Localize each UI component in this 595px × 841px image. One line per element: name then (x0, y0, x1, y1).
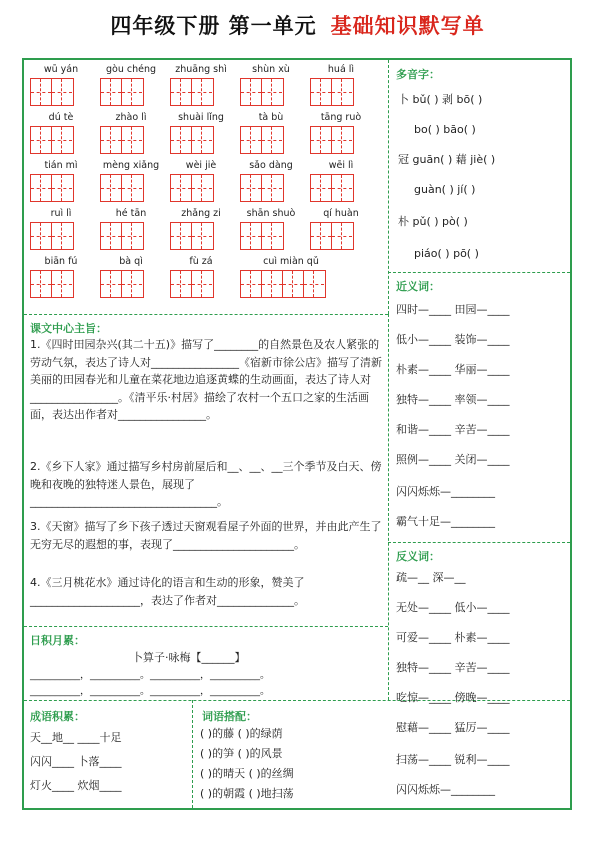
duoyin-line-6: piáo( ) pō( ) (414, 247, 479, 260)
pinyin-label: zhǎng zi (181, 208, 221, 219)
writing-cell[interactable] (304, 271, 324, 297)
pinyin-label: biān fú (44, 256, 78, 267)
chengyu-heading: 成语积累： (30, 710, 85, 723)
chengyu-line-1: 天__地__ ____十足 (30, 731, 122, 744)
pinyin-label: huá lì (327, 64, 355, 75)
title-main: 四年级下册 第一单元 (110, 14, 317, 38)
fanyi-line-7: 扫荡—____ 锐利—____ (396, 753, 510, 766)
pinyin-label: cuì miàn qǔ (263, 256, 319, 267)
fanyi-line-6: 慰藉—____ 猛厉—____ (396, 721, 510, 734)
riji-poem-title: 卜算子·咏梅【______】 (132, 651, 246, 664)
ciyu-line-4: ( )的朝霞 ( )地扫荡 (200, 787, 294, 800)
writing-cell[interactable] (52, 271, 72, 297)
writing-cell[interactable] (101, 79, 121, 105)
jinyi-line-4: 独特—____ 率领—____ (396, 393, 510, 406)
writing-cell[interactable] (101, 271, 121, 297)
writing-box (30, 270, 74, 298)
writing-cell[interactable] (122, 79, 142, 105)
duoyin-line-5: 朴 pǔ( ) pò( ) (398, 215, 468, 228)
writing-cell[interactable] (101, 127, 121, 153)
writing-cell[interactable] (31, 223, 51, 249)
writing-cell[interactable] (241, 127, 261, 153)
writing-cell[interactable] (122, 127, 142, 153)
pinyin-label: bà qì (119, 256, 143, 267)
bottom-column-divider (192, 700, 193, 808)
pinyin-label: mèng xiǎng (102, 160, 160, 171)
writing-cell[interactable] (52, 223, 72, 249)
kewen-para-3: 3.《天窗》描写了乡下孩子透过天窗观看屋子外面的世界，并由此产生了无穷无尽的遐想的事，表现了______________________。 (30, 520, 382, 551)
jinyi-line-1: 四时—____ 田园—____ (396, 303, 510, 316)
jinyi-line-2: 低小—____ 装饰—____ (396, 333, 510, 346)
writing-box (170, 126, 214, 154)
pinyin-label: shuài lǐng (178, 112, 224, 123)
pinyin-label: tián mì (44, 160, 78, 171)
title-highlight: 基础知识默写单 (330, 14, 485, 38)
writing-cell[interactable] (241, 175, 261, 201)
writing-box (240, 270, 326, 298)
duoyin-line-4: guàn( ) jí( ) (414, 183, 476, 196)
writing-cell[interactable] (122, 271, 142, 297)
writing-cell[interactable] (332, 175, 352, 201)
riji-heading: 日积月累： (30, 634, 85, 647)
riji-poem-line-2: __________，__________。__________，__________。 (30, 686, 270, 697)
writing-cell[interactable] (192, 79, 212, 105)
kewen-para-4: 4.《三月桃花水》通过诗化的语言和生动的形象，赞美了____________________，表达了作者对______________。 (30, 576, 305, 607)
duoyin-line-1: 卜 bǔ( ) 剥 bō( ) (398, 93, 483, 106)
chengyu-line-3: 灯火____ 炊烟____ (30, 779, 122, 792)
pinyin-label: fù zá (189, 256, 213, 267)
writing-box (240, 78, 284, 106)
page-title (0, 10, 595, 40)
writing-cell[interactable] (31, 271, 51, 297)
writing-cell[interactable] (332, 79, 352, 105)
pinyin-label: shùn xù (252, 64, 290, 75)
writing-cell[interactable] (241, 79, 261, 105)
writing-cell[interactable] (171, 271, 191, 297)
writing-box (170, 270, 214, 298)
writing-box (30, 78, 74, 106)
writing-cell[interactable] (311, 223, 331, 249)
writing-box (240, 174, 284, 202)
pinyin-label: tāng ruò (320, 112, 362, 123)
pinyin-section-divider (24, 314, 388, 315)
right-jinyi-divider (388, 542, 570, 543)
column-divider-lower (388, 314, 389, 700)
pinyin-label: sǎo dàng (249, 160, 293, 171)
writing-cell[interactable] (262, 223, 282, 249)
writing-cell[interactable] (311, 79, 331, 105)
jinyi-line-5: 和谐—____ 辛苦—____ (396, 423, 510, 436)
right-duoyin-divider (388, 272, 570, 273)
writing-cell[interactable] (171, 127, 191, 153)
writing-cell[interactable] (31, 175, 51, 201)
pinyin-label: wēi lì (328, 160, 354, 171)
fanyi-line-1: 疏—__ 深—__ (396, 571, 466, 584)
jinyi-line-7: 闪闪烁烁—________ (396, 485, 495, 498)
fanyi-line-3: 可爱—____ 朴素—____ (396, 631, 510, 644)
ciyu-line-2: ( )的笋 ( )的风景 (200, 747, 283, 760)
writing-cell[interactable] (101, 175, 121, 201)
fanyi-line-8: 闪闪烁烁—________ (396, 783, 495, 796)
pinyin-label: hé tān (115, 208, 147, 219)
pinyin-label: dú tè (48, 112, 74, 123)
writing-cell[interactable] (241, 271, 261, 297)
jinyi-line-3: 朴素—____ 华丽—____ (396, 363, 510, 376)
kewen-section-divider (24, 626, 388, 627)
pinyin-label: tà bù (258, 112, 284, 123)
writing-cell[interactable] (122, 223, 142, 249)
writing-cell[interactable] (192, 271, 212, 297)
duoyin-heading: 多音字： (396, 68, 440, 81)
writing-cell[interactable] (171, 175, 191, 201)
writing-cell[interactable] (311, 127, 331, 153)
column-divider (388, 60, 389, 314)
pinyin-label: gòu chéng (105, 64, 157, 75)
writing-box (310, 222, 354, 250)
pinyin-label: wū yán (43, 64, 79, 75)
writing-box (30, 174, 74, 202)
fanyi-heading: 反义词： (396, 550, 440, 563)
writing-cell[interactable] (332, 223, 352, 249)
fanyi-line-2: 无处—____ 低小—____ (396, 601, 510, 614)
jinyi-heading: 近义词： (396, 280, 440, 293)
pinyin-label: zhào lì (115, 112, 147, 123)
writing-box (170, 222, 214, 250)
writing-cell[interactable] (31, 127, 51, 153)
writing-cell[interactable] (101, 223, 121, 249)
riji-poem-line-1: __________，__________。__________，__________。 (30, 670, 270, 681)
jinyi-line-8: 霸气十足—________ (396, 515, 495, 528)
writing-cell[interactable] (31, 79, 51, 105)
writing-box (100, 222, 144, 250)
ciyu-heading: 词语搭配： (202, 710, 257, 723)
writing-cell[interactable] (262, 127, 282, 153)
writing-cell[interactable] (52, 127, 72, 153)
writing-box (240, 126, 284, 154)
pinyin-label: shān shuò (246, 208, 296, 219)
pinyin-label: zhuāng shì (175, 64, 227, 75)
jinyi-line-6: 照例—____ 关闭—____ (396, 453, 510, 466)
fanyi-line-5: 吃惊—____ 傍晚—____ (396, 691, 510, 704)
ciyu-line-3: ( )的晴天 ( )的丝绸 (200, 767, 294, 780)
writing-box (30, 126, 74, 154)
writing-cell[interactable] (192, 223, 212, 249)
writing-cell[interactable] (122, 175, 142, 201)
writing-cell[interactable] (241, 223, 261, 249)
writing-cell[interactable] (262, 175, 282, 201)
writing-box (310, 126, 354, 154)
writing-cell[interactable] (332, 127, 352, 153)
worksheet-frame (22, 58, 572, 810)
writing-cell[interactable] (171, 223, 191, 249)
duoyin-line-3: 冠 guān( ) 藉 jiè( ) (398, 153, 496, 166)
pinyin-label: ruì lì (50, 208, 72, 219)
writing-cell[interactable] (262, 271, 282, 297)
writing-box (100, 126, 144, 154)
kewen-para-2: 2.《乡下人家》通过描写乡村房前屋后和__、__、__三个季节及白天、傍晚和夜晚的独特迷人景色，展现了__________________________________。 (30, 460, 382, 508)
writing-cell[interactable] (283, 271, 303, 297)
writing-box (100, 270, 144, 298)
writing-box (310, 78, 354, 106)
chengyu-line-2: 闪闪____ 卜落____ (30, 755, 122, 768)
writing-cell[interactable] (52, 79, 72, 105)
fanyi-line-4: 独特—____ 辛苦—____ (396, 661, 510, 674)
pinyin-label: wèi jiè (185, 160, 217, 171)
writing-box (100, 174, 144, 202)
writing-cell[interactable] (192, 175, 212, 201)
writing-box (170, 78, 214, 106)
kewen-heading: 课文中心主旨： (30, 322, 107, 335)
writing-box (170, 174, 214, 202)
writing-cell[interactable] (262, 79, 282, 105)
kewen-para-1: 1.《四时田园杂兴(其二十五)》描写了________的自然景色及农人紧张的劳动气氛，表达了诗人对________________《宿新市徐公店》描写了清新美丽的田园春光和儿童在菜花地边追逐黄蝶的生动画面，表达了诗人对________________。《清平乐·村居》描绘了农村一个五口之家的生活画面，表达出作者对________________。 (30, 338, 382, 421)
writing-cell[interactable] (192, 127, 212, 153)
writing-box (30, 222, 74, 250)
writing-cell[interactable] (171, 79, 191, 105)
pinyin-label: qí huàn (323, 208, 359, 219)
writing-cell[interactable] (52, 175, 72, 201)
duoyin-line-2: bo( ) bāo( ) (414, 123, 476, 136)
writing-box (310, 174, 354, 202)
ciyu-line-1: ( )的藤 ( )的绿荫 (200, 727, 283, 740)
writing-box (100, 78, 144, 106)
writing-box (240, 222, 284, 250)
writing-cell[interactable] (311, 175, 331, 201)
